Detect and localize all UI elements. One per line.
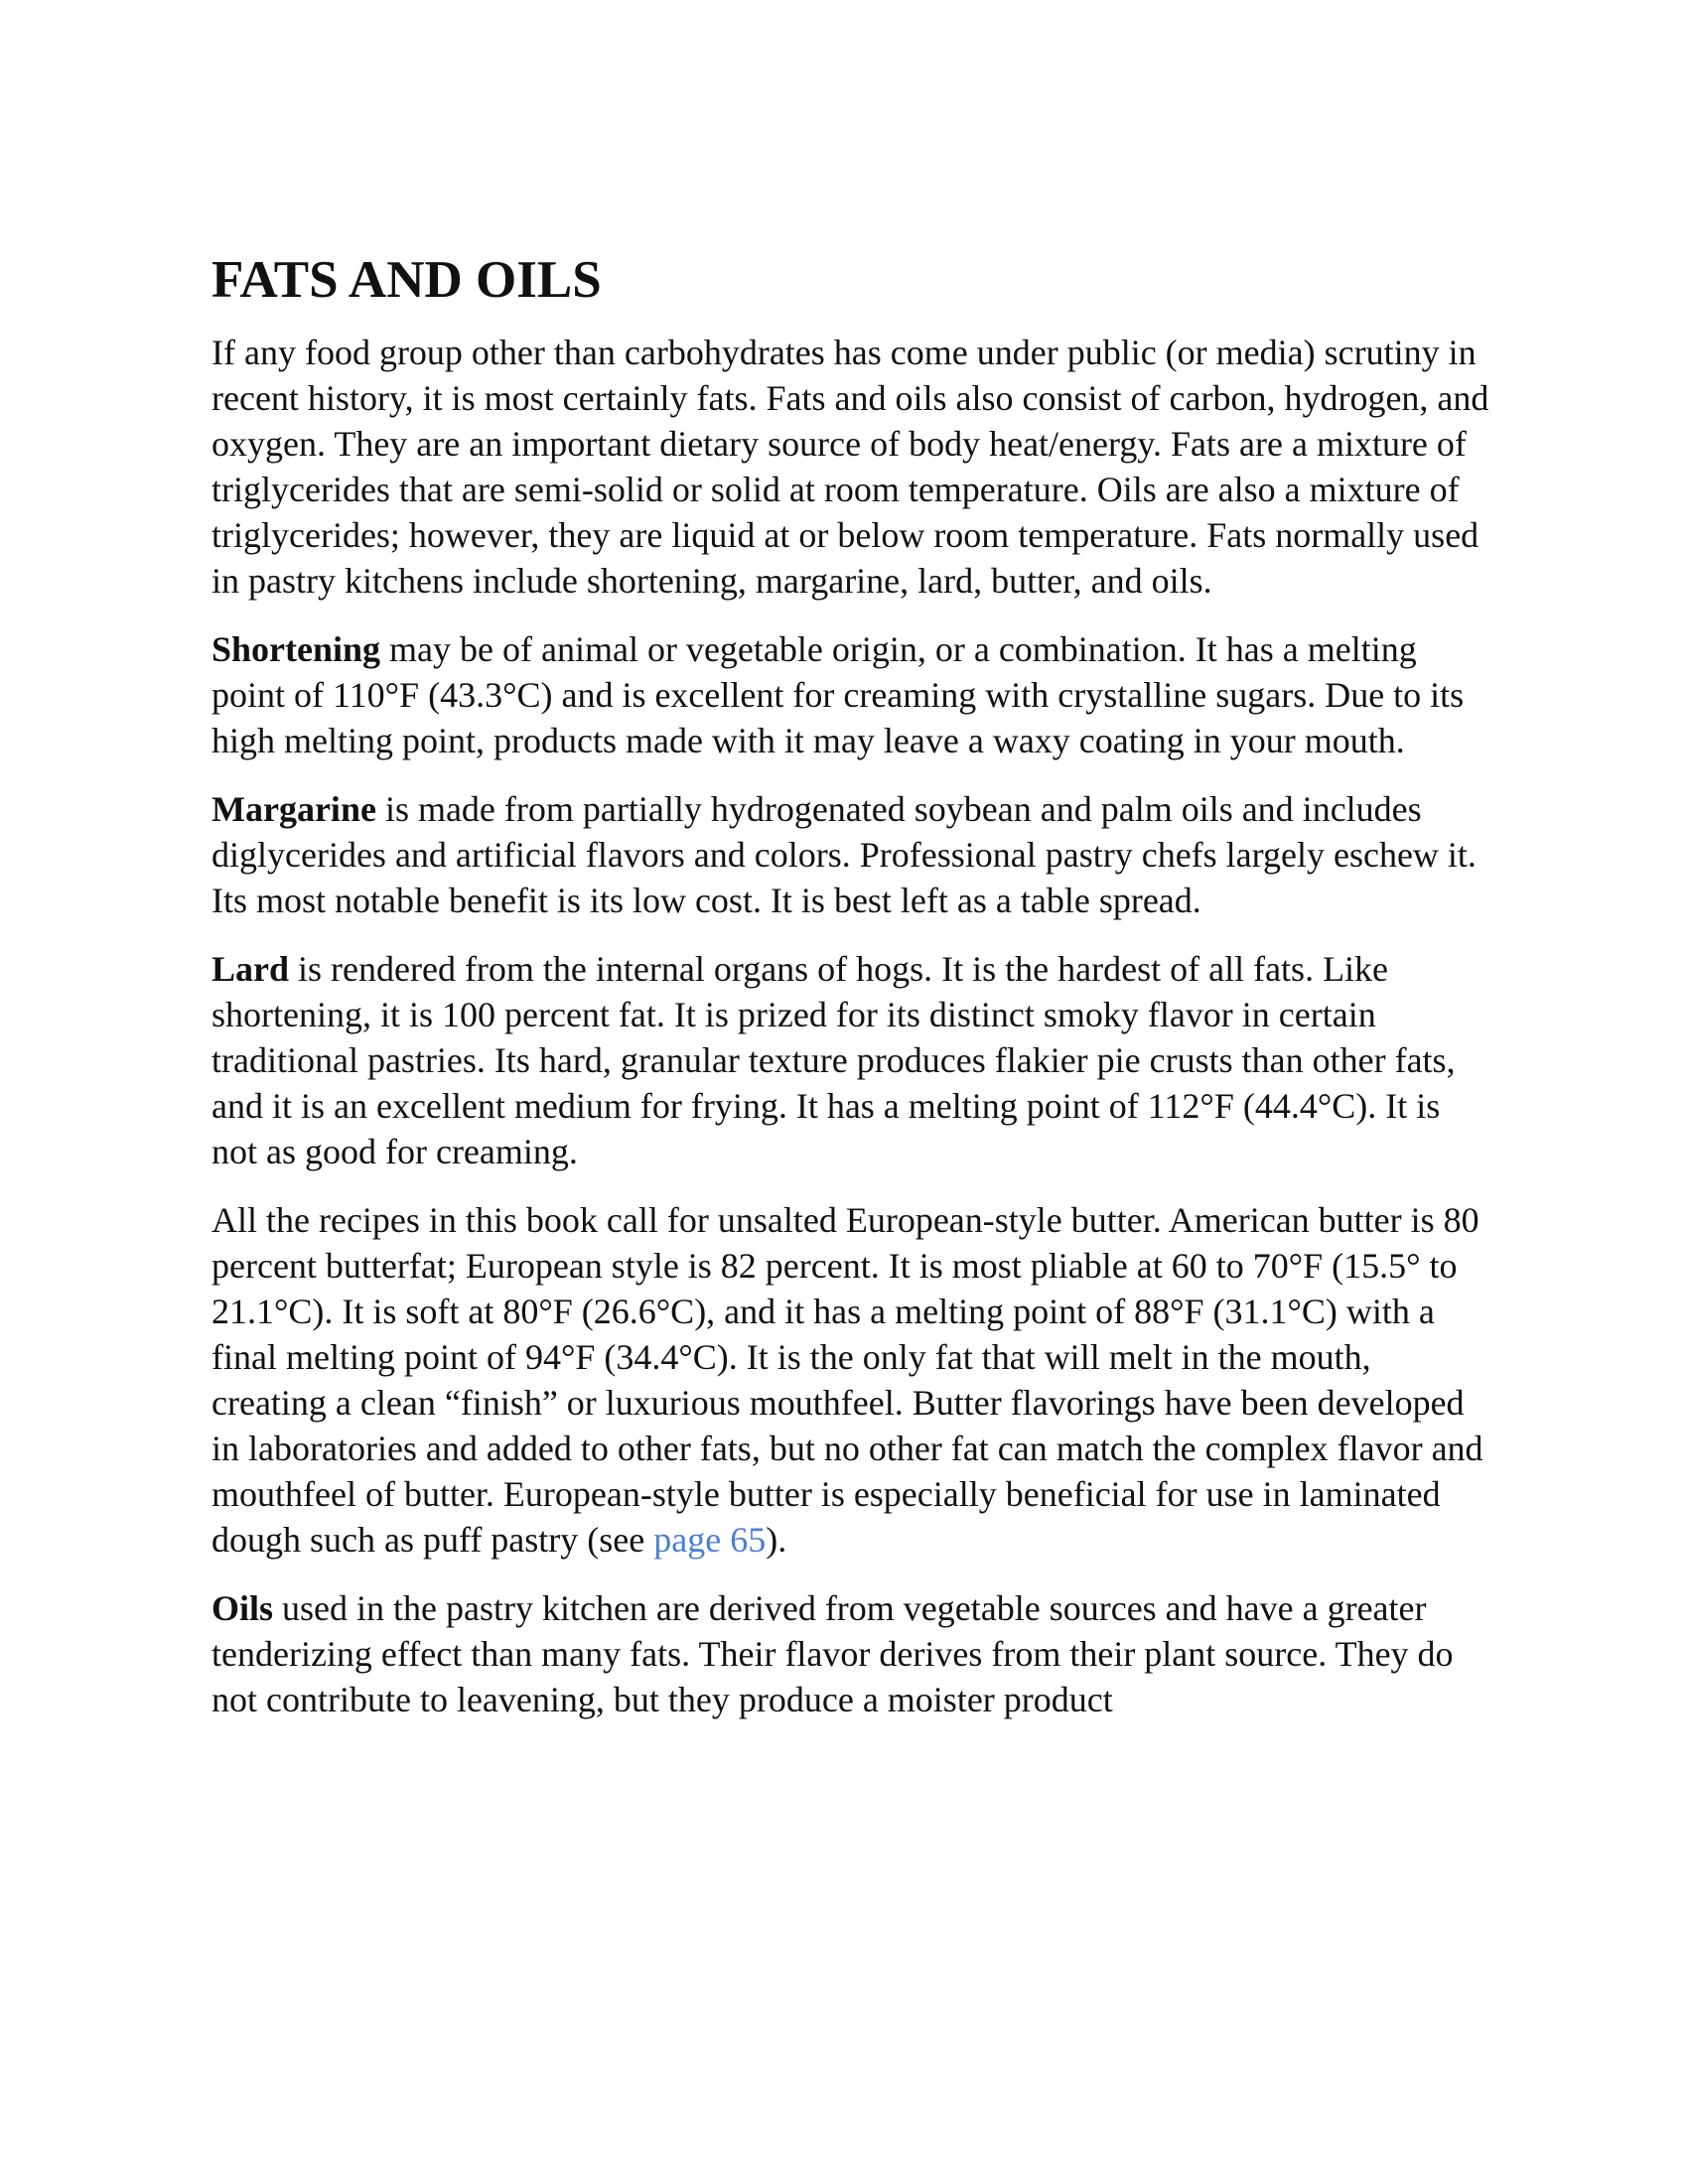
margarine-term: Margarine	[211, 789, 376, 829]
document-page	[211, 250, 1492, 1745]
margarine-text: is made from partially hydrogenated soybean and palm oils and includes diglycerides and artificial flavors and colors. Professional pastry chefs largely eschew it. Its most notable benefit is its low cost. It is best left as a table spread.	[211, 789, 1477, 920]
lard-paragraph	[211, 946, 1492, 1174]
butter-paragraph	[211, 1197, 1492, 1563]
lard-term: Lard	[211, 949, 290, 989]
page-title: FATS AND OILS	[211, 251, 602, 309]
shortening-paragraph	[211, 626, 1492, 763]
intro-paragraph: If any food group other than carbohydrates has come under public (or media) scrutiny in recent history, it is most certainly fats. Fats and oils also consist of carbon, hydrogen, and oxygen. They are an important dietary source of body heat/energy. Fats are a mixture of triglycerides that are semi-solid or solid at room temperature. Oils are also a mixture of triglycerides; however, they are liquid at or below room temperature. Fats normally used in pastry kitchens include shortening, margarine, lard, butter, and oils.	[211, 333, 1489, 601]
shortening-text: may be of animal or vegetable origin, or a combination. It has a melting point of 110°F (43.3°C) and is excellent for creaming with crystalline sugars. Due to its high melting point, products made with it may leave a waxy coating in your mouth.	[211, 629, 1465, 760]
oils-text: used in the pastry kitchen are derived from vegetable sources and have a greater tenderizing effect than many fats. Their flavor derives from their plant source. They do not contribute to leavening, but they produce a moister product	[211, 1588, 1454, 1719]
margarine-paragraph	[211, 786, 1492, 923]
shortening-term: Shortening	[211, 629, 381, 669]
butter-text-before: All the recipes in this book call for unsalted European-style butter. American butter is 80 percent butterfat; European style is 82 percent. It is most pliable at 60 to 70°F (15.5° to 21.1°C). It is soft at 80°F (26.6°C), and it has a melting point of 88°F (31.1°C) with a final melting point of 94°F (34.4°C). It is the only fat that will melt in the mouth, creating a clean “finish” or luxurious mouthfeel. Butter flavorings have been developed in laboratories and added to other fats, but no other fat can match the complex flavor and mouthfeel of butter. European-style butter is especially beneficial for use in laminated dough such as puff pastry (see	[211, 1200, 1483, 1560]
page-65-link[interactable]: page 65	[653, 1520, 767, 1560]
butter-text-after: ).	[766, 1520, 787, 1560]
oils-paragraph	[211, 1585, 1492, 1722]
lard-text: is rendered from the internal organs of hogs. It is the hardest of all fats. Like shortening, it is 100 percent fat. It is prized for its distinct smoky flavor in certain traditional pastries. Its hard, granular texture produces flakier pie crusts than other fats, and it is an excellent medium for frying. It has a melting point of 112°F (44.4°C). It is not as good for creaming.	[211, 949, 1456, 1171]
oils-term: Oils	[211, 1588, 274, 1628]
